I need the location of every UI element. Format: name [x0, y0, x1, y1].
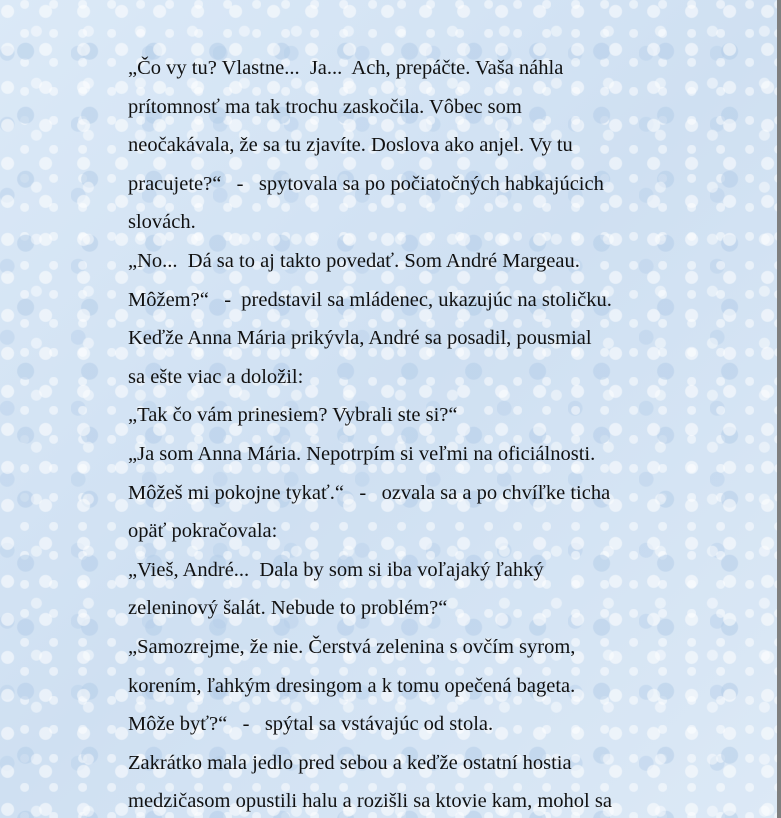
text-line: „Samozrejme, že nie. Čerstvá zelenina s ovčím syrom, [128, 635, 576, 658]
text-line: Keďže Anna Mária prikývla, André sa posadil, pousmial [128, 327, 592, 350]
text-line: neočakávala, že sa tu zjavíte. Doslova ako anjel. Vy tu [128, 134, 573, 157]
text-line: „Vieš, André... Dala by som si iba voľajaký ľahký [128, 558, 544, 581]
text-line: „Tak čo vám prinesiem? Vybrali ste si?“ [128, 404, 458, 427]
text-line: „Ja som Anna Mária. Nepotrpím si veľmi na oficiálnosti. [128, 442, 596, 465]
text-line: medzičasom opustili halu a rozišli sa ktovie kam, mohol sa [128, 790, 612, 813]
text-line: Môžeš mi pokojne tykať.“ - ozvala sa a po chvíľke ticha [128, 481, 611, 504]
text-line: pracujete?“ - spytovala sa po počiatočných habkajúcich [128, 172, 604, 195]
text-line: opäť pokračovala: [128, 520, 278, 543]
text-line: „No... Dá sa to aj takto povedať. Som André Margeau. [128, 249, 580, 272]
text-line: Zakrátko mala jedlo pred sebou a keďže ostatní hostia [128, 751, 572, 774]
text-line: prítomnosť ma tak trochu zaskočila. Vôbec som [128, 95, 522, 118]
text-line: Môžem?“ - predstavil sa mládenec, ukazujúc na stoličku. [128, 288, 612, 311]
text-line: zeleninový šalát. Nebude to problém?“ [128, 597, 448, 620]
text-line: slovách. [128, 211, 196, 234]
window-edge [777, 0, 781, 818]
text-line: Môže byť?“ - spýtal sa vstávajúc od stola. [128, 713, 494, 736]
text-line: „Čo vy tu? Vlastne... Ja... Ach, prepáčte. Vaša náhla [128, 57, 564, 79]
text-line: korením, ľahkým dresingom a k tomu opečená bageta. [128, 674, 576, 697]
document-text [128, 49, 688, 818]
text-line: sa ešte viac a doložil: [128, 365, 304, 388]
